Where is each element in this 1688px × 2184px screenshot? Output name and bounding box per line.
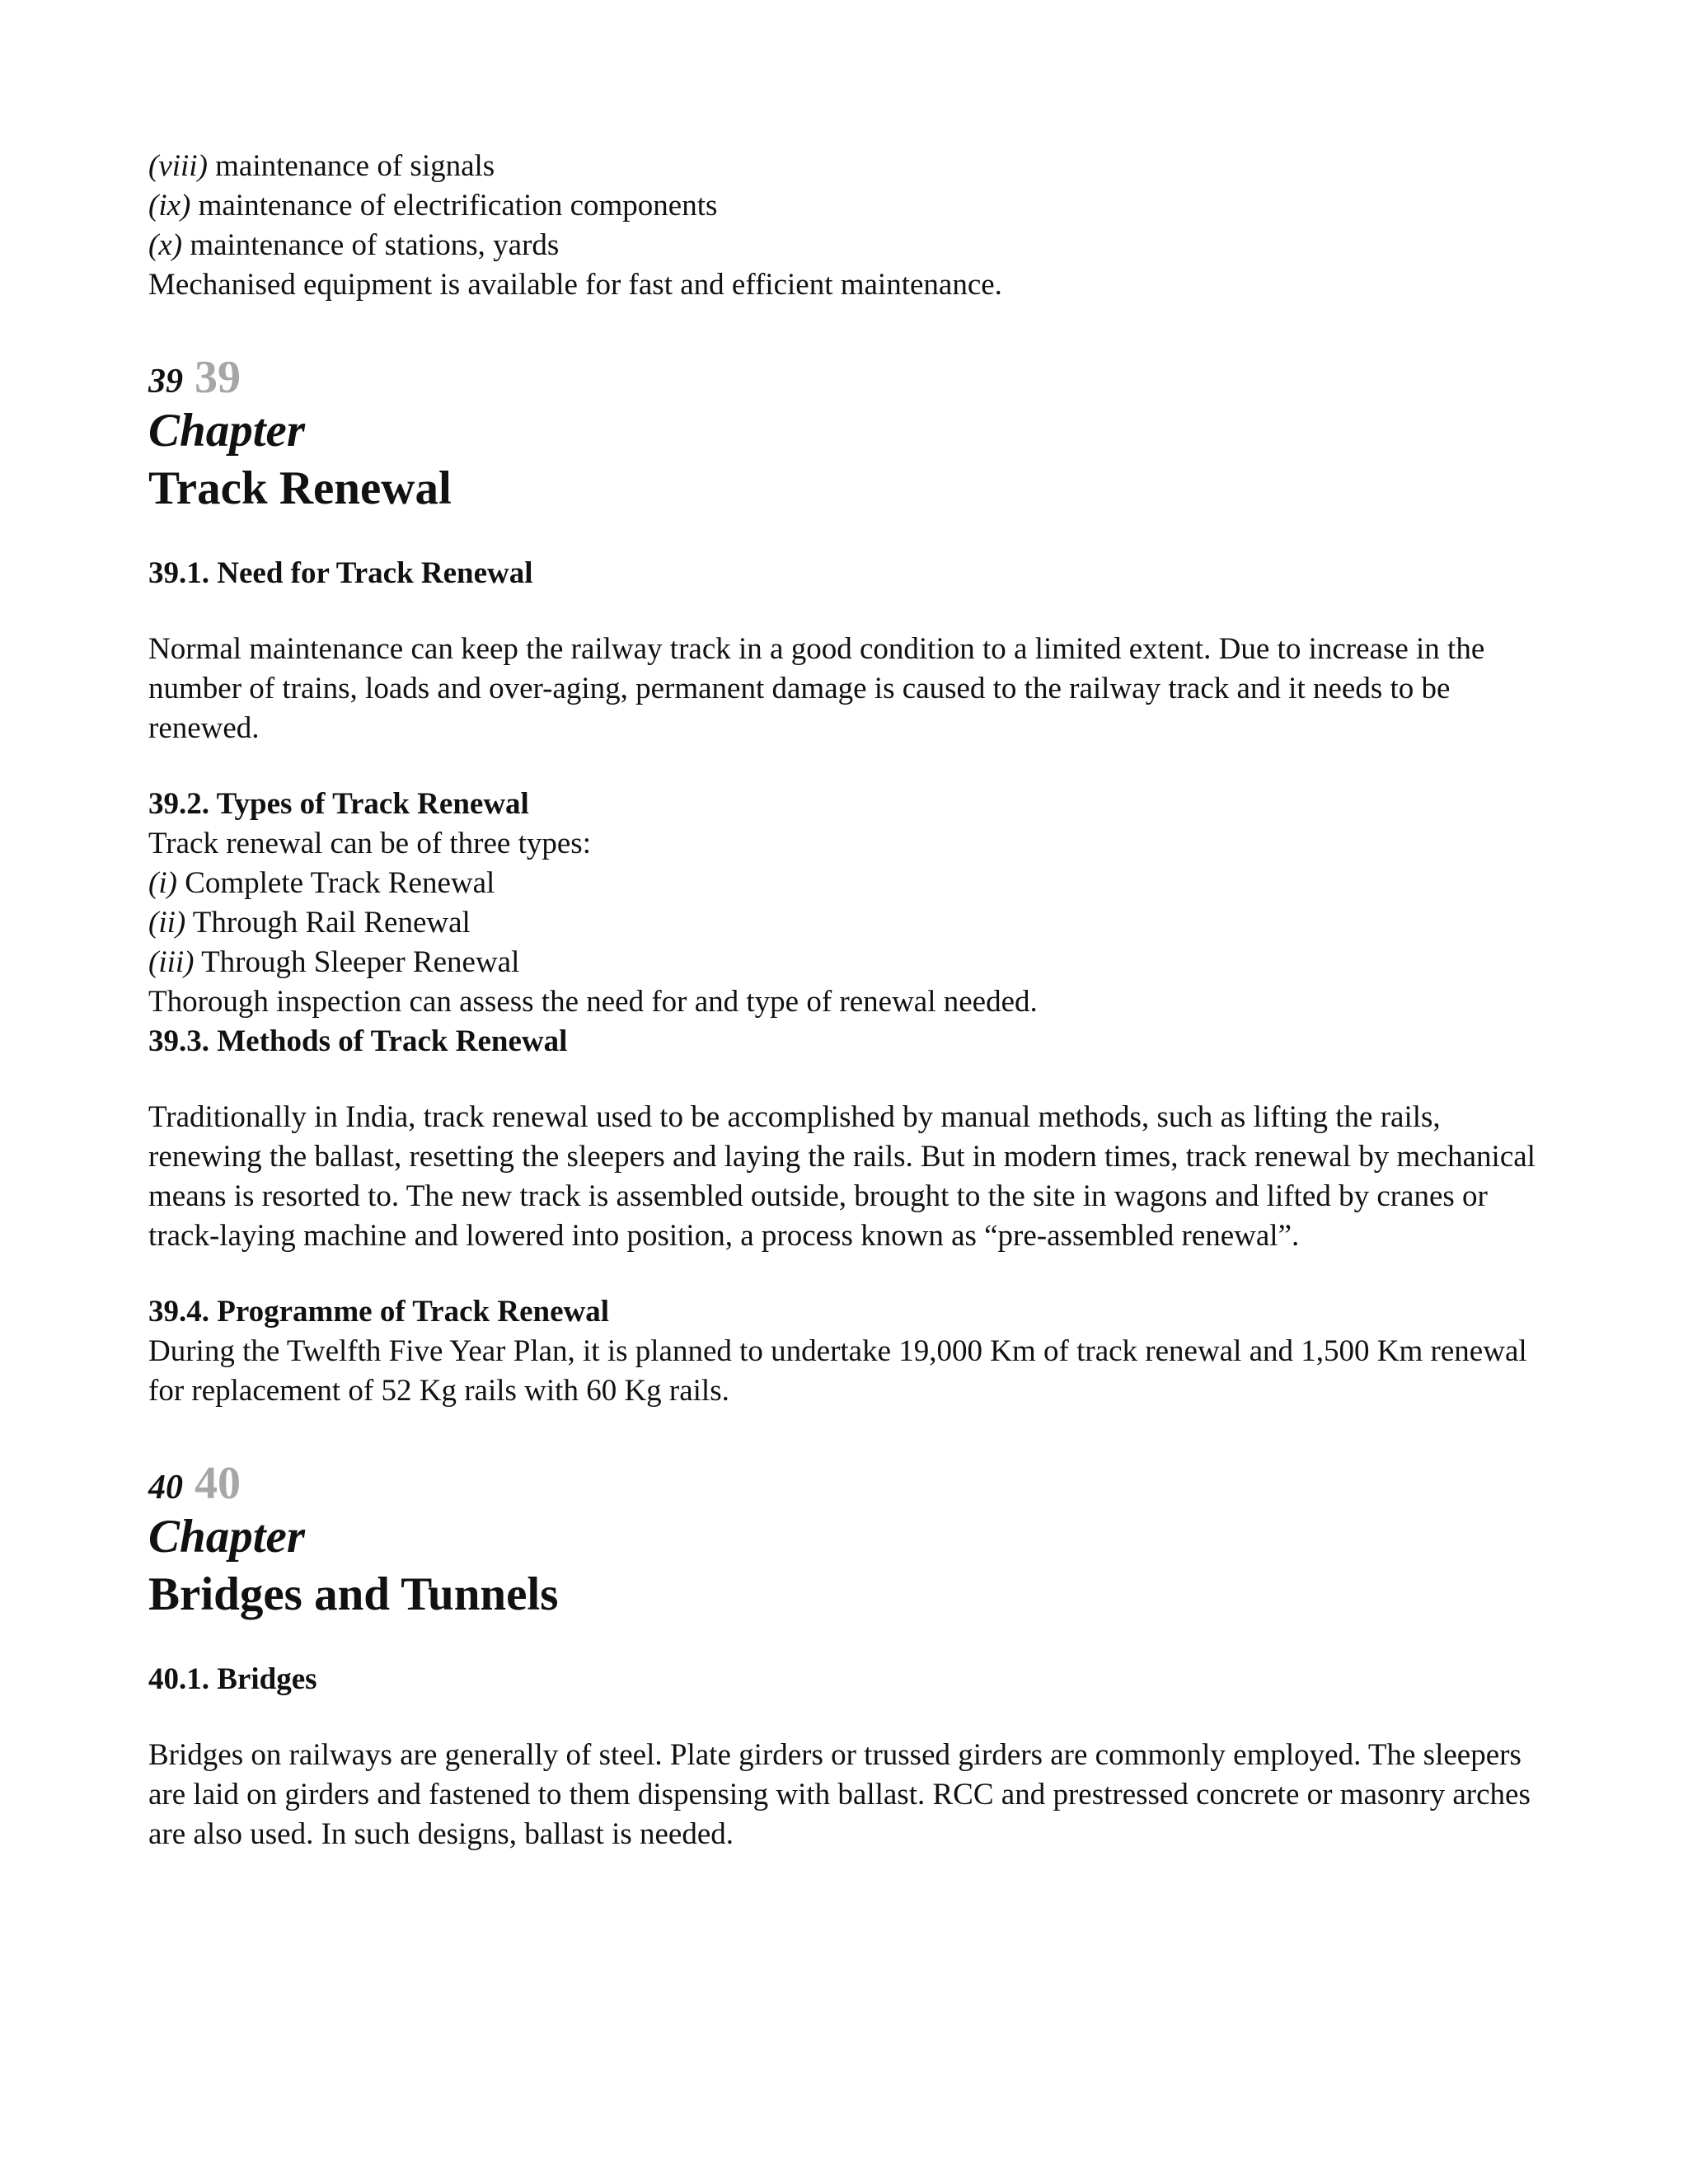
list-item-text: Complete Track Renewal bbox=[176, 866, 495, 900]
section-heading: 39.2. Types of Track Renewal bbox=[148, 787, 529, 821]
list-item-text: Through Rail Renewal bbox=[185, 906, 471, 940]
list-item bbox=[148, 943, 1550, 982]
chapter-number-gray: 40 bbox=[195, 1458, 241, 1509]
list-item bbox=[148, 147, 1550, 186]
chapter-label: Chapter bbox=[148, 1511, 306, 1563]
list-item-number: (ii) bbox=[148, 906, 186, 940]
chapter-label: Chapter bbox=[148, 405, 306, 457]
chapter-number-italic: 40 bbox=[148, 1469, 183, 1507]
document-page bbox=[148, 147, 1550, 1854]
list-item-number: (ix) bbox=[148, 189, 191, 223]
list-item-number: (viii) bbox=[148, 149, 208, 183]
section-heading: 39.1. Need for Track Renewal bbox=[148, 556, 533, 590]
section-paragraph: Traditionally in India, track renewal used to be accomplished by manual methods, such as lifting the rails, renewing the ballast, resetting the sleepers and laying the rails. But in modern times, track renewal by mechanical means is resorted to. The new track is assembled outside, brought to the site in wagons and lifted by cranes or track-laying machine and lowered into position, a process known as “pre-assembled renewal”. bbox=[148, 1100, 1536, 1253]
chapter-title: Track Renewal bbox=[148, 462, 452, 514]
list-item bbox=[148, 864, 1550, 903]
chapter-title: Bridges and Tunnels bbox=[148, 1568, 559, 1620]
list-item bbox=[148, 186, 1550, 226]
list-item-text: maintenance of stations, yards bbox=[182, 228, 560, 262]
section-intro-text: Track renewal can be of three types: bbox=[148, 827, 591, 860]
list-item-number: (x) bbox=[148, 228, 183, 262]
chapter-number-italic: 39 bbox=[148, 363, 183, 401]
section-paragraph: Bridges on railways are generally of steel. Plate girders or trussed girders are commonly employed. The sleepers are laid on girders and fastened to them dispensing with ballast. RCC and prestressed concrete or masonry arches are also used. In such designs, ballast is needed. bbox=[148, 1738, 1531, 1851]
chapter-number bbox=[148, 1459, 1550, 1508]
section-paragraph: Normal maintenance can keep the railway track in a good condition to a limited extent. Due to increase in the number of trains, loads and over-aging, permanent damage is caused to the railway track and it needs to be renewed. bbox=[148, 632, 1485, 745]
list-item bbox=[148, 226, 1550, 265]
section-closing-text: Thorough inspection can assess the need for and type of renewal needed. bbox=[148, 985, 1038, 1019]
section-heading: 39.3. Methods of Track Renewal bbox=[148, 1024, 568, 1058]
list-item-number: (iii) bbox=[148, 945, 195, 979]
section-heading: 40.1. Bridges bbox=[148, 1662, 317, 1696]
list-item-number: (i) bbox=[148, 866, 177, 900]
section-heading: 39.4. Programme of Track Renewal bbox=[148, 1295, 609, 1329]
chapter-number bbox=[148, 353, 1550, 402]
section-paragraph: During the Twelfth Five Year Plan, it is planned to undertake 19,000 Km of track renewal and 1,500 Km renewal for replacement of 52 Kg rails with 60 Kg rails. bbox=[148, 1334, 1527, 1408]
intro-closing-text: Mechanised equipment is available for fast and efficient maintenance. bbox=[148, 268, 1002, 302]
list-item-text: maintenance of signals bbox=[207, 149, 495, 183]
list-item-text: maintenance of electrification components bbox=[190, 189, 718, 223]
list-item bbox=[148, 903, 1550, 943]
list-item-text: Through Sleeper Renewal bbox=[194, 945, 520, 979]
chapter-number-gray: 39 bbox=[195, 352, 241, 403]
